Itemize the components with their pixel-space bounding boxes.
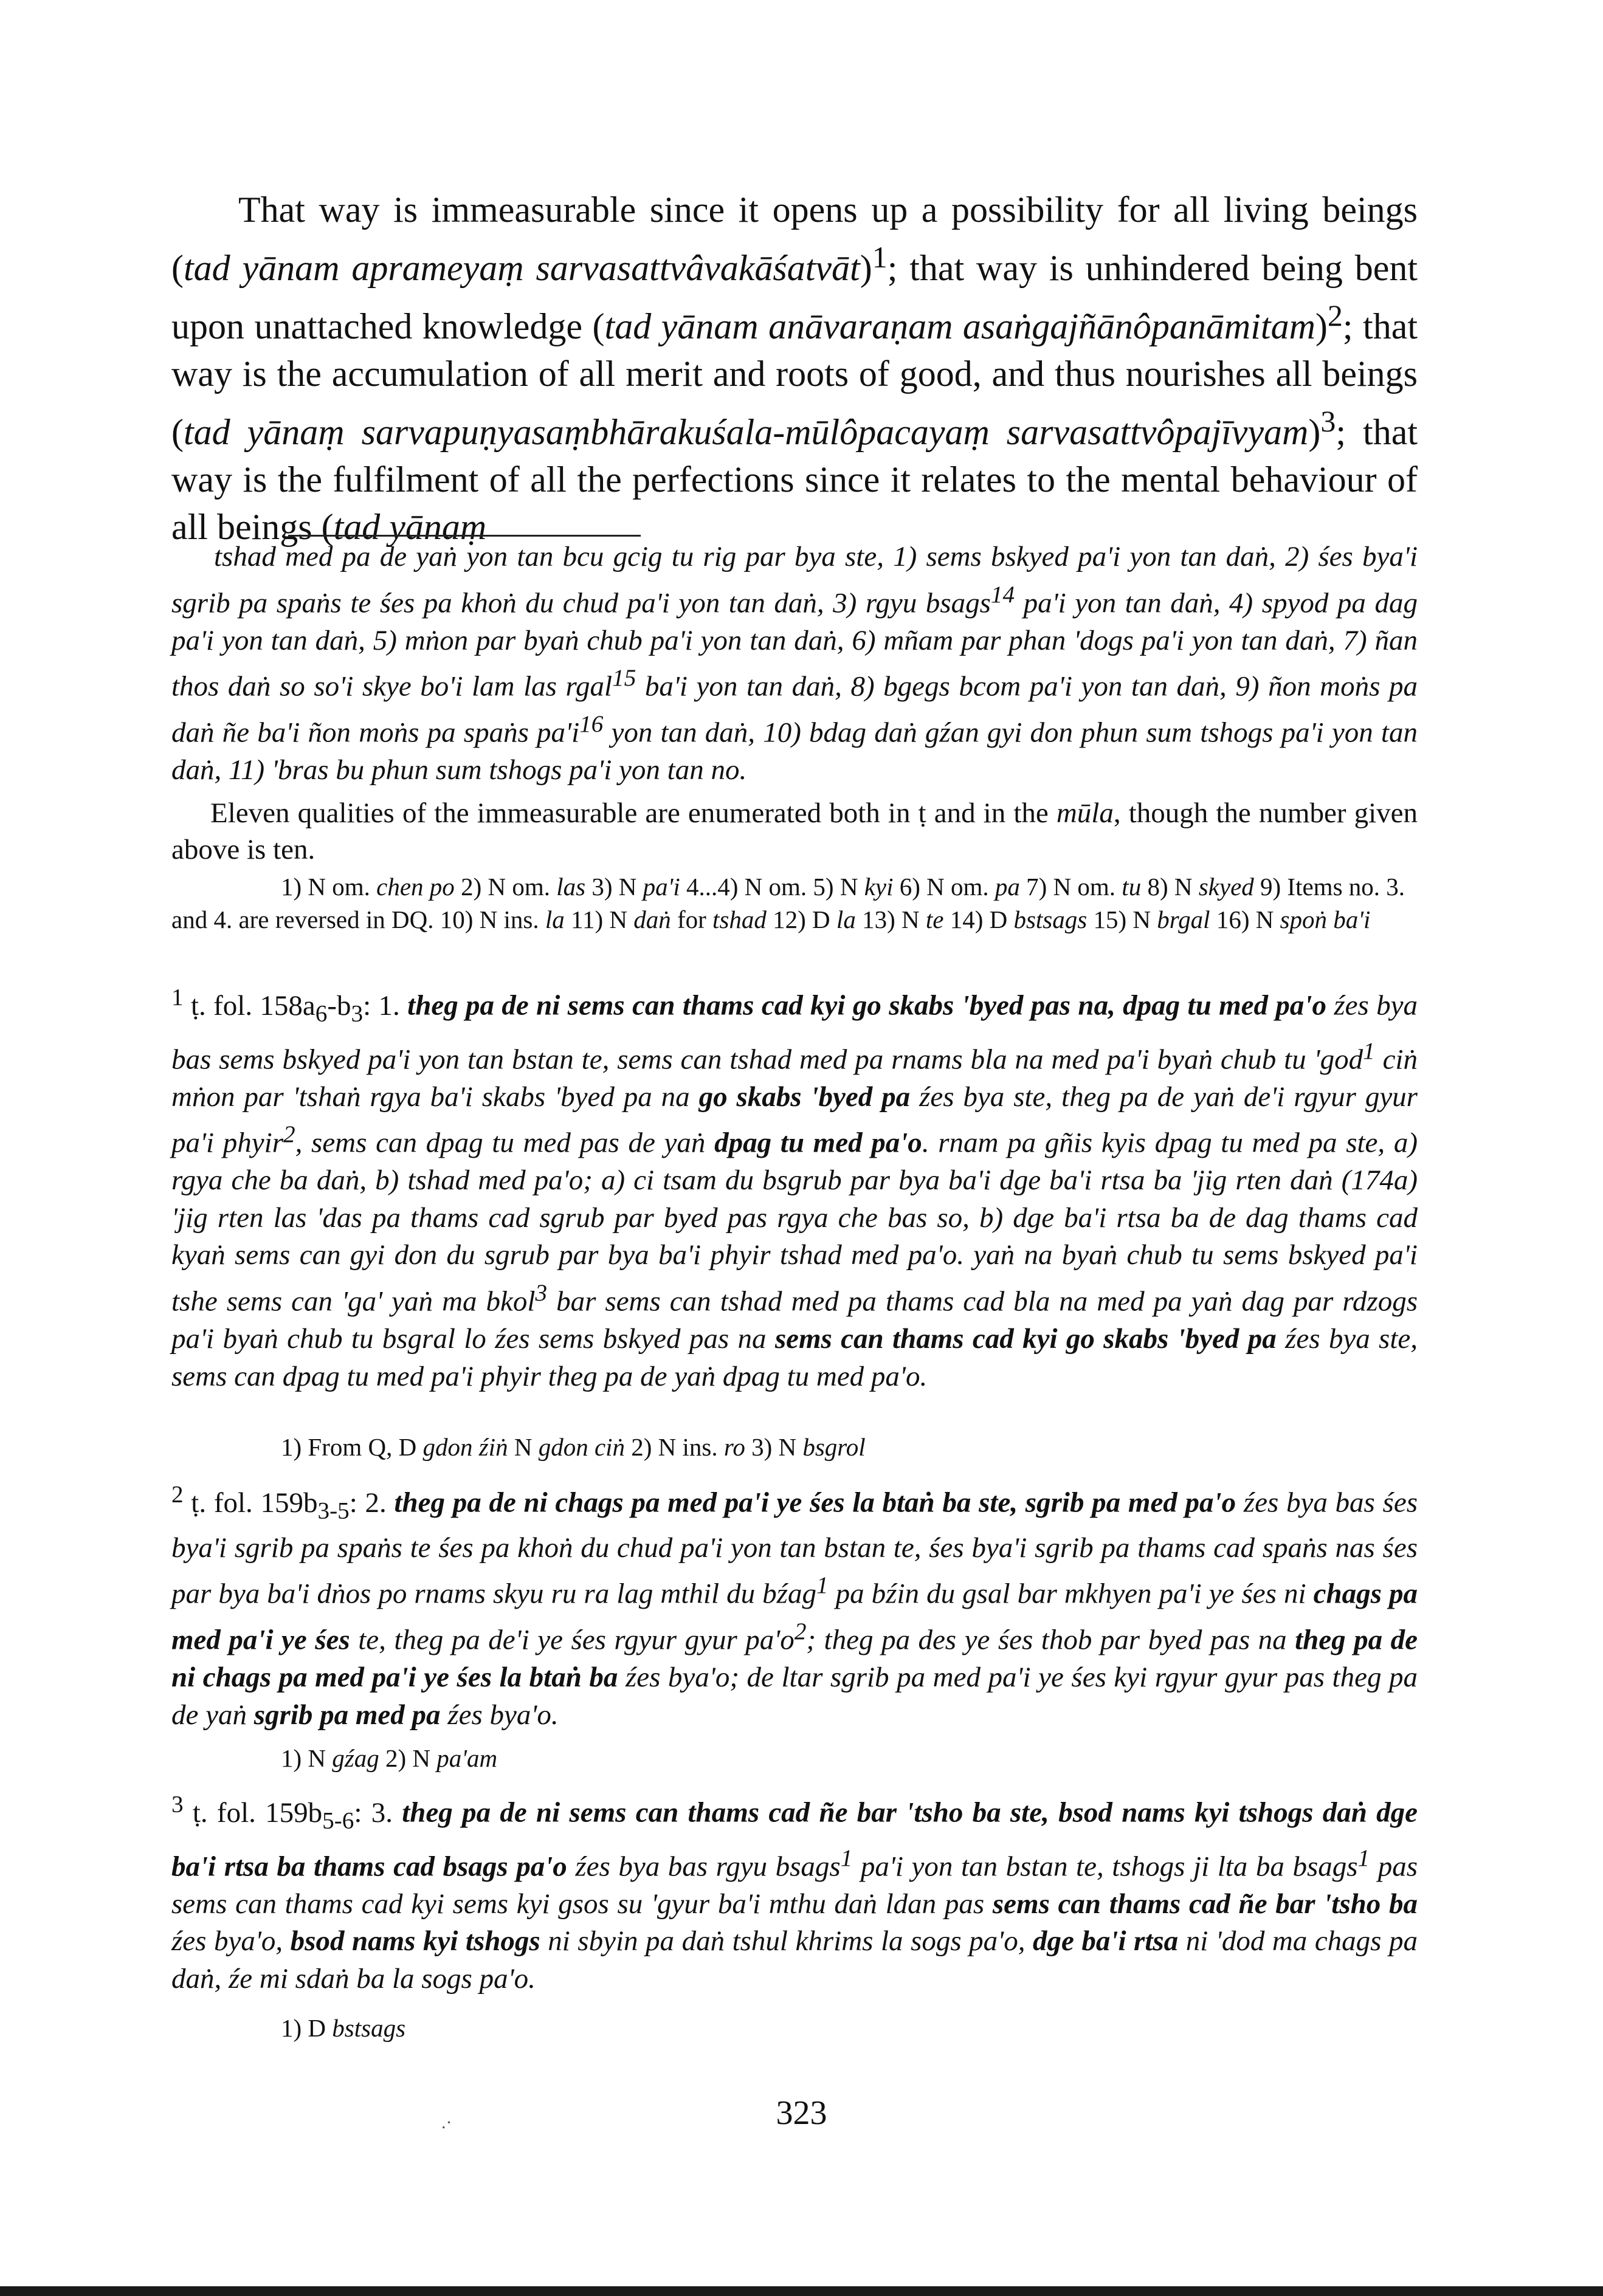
footnote-ref: 1 bbox=[872, 240, 888, 274]
sanskrit-phrase: tad yānam aprameyaṃ sarvasattvâvakāśatvāt bbox=[183, 248, 860, 288]
footnote-2: $^2$ ṭ. fol. $159b_{3-5}$: 2. theg pa de ni chags pa med pa'i ye śes la btaṅ ba ste, sgrib pa med pa'o źes bya bas śes bya'i sgrib pa spaṅs te śes pa khoṅ du chud pa'i yon tan bstan te, śes bya'i sgrib pa thams cad spaṅs nas śes par bya ba'i dṅos po rnams skyu ru ra lag mthil du bźag$^1$ pa bźin du gsal bar mkhyen pa'i ye śes ni chags pa med pa'i ye śes te, theg pa de'i ye śes rgyur gyur $pa'o^2$; theg pa des ye śes thob par byed pas na theg pa de ni chags pa med pa'i ye śes la btaṅ ba źes bya'o; de ltar sgrib pa med pa'i ye śes kyi rgyur gyur pas theg pa de yaṅ sgrib pa med pa źes bya'o. bbox=[171, 1481, 1418, 1731]
scan-speck: .· bbox=[441, 2112, 452, 2133]
page-number: 323 bbox=[776, 2094, 827, 2132]
sanskrit-phrase: tad yānaṃ sarvapuṇyasaṃbhārakuśala-mūlôpacayaṃ sarvasattvôpajīvyam bbox=[183, 412, 1309, 452]
main-paragraph: That way is immeasurable since it opens up a possibility for all living beings (tad yānam aprameyaṃ sarvasattvâvakāśatvāt)$^1$; that way is unhindered being bent upon unattached knowledge (tad yānam anāvaraṇam asaṅgajñānôpanāmitam)$^2$; that way is the accumulation of all merit and roots of good, and thus nourishes all beings (tad yānaṃ sarvapuṇyasaṃbhārakuśala-mūlôpacayaṃ sarvasattvôpajīvyam)$^3$; that way is the fulfilment of all the perfections since it relates to the mental behaviour of all beings (tad yānaṃ bbox=[171, 190, 1418, 547]
footnote-ref: 2 bbox=[1327, 298, 1343, 332]
continued-footnote: tshad med pa de yaṅ yon tan bcu gcig tu rig par bya ste, 1) sems bskyed pa'i yon tan daṅ, 2) śes bya'i sgrib pa spaṅs te śes pa khoṅ du chud pa'i yon tan daṅ, 3) rgyu bsags$^{14}$ pa'i yon tan daṅ, 4) spyod pa dag pa'i yon tan daṅ, 5) mṅon par byaṅ chub pa'i yon tan daṅ, 6) mñam par phan 'dogs pa'i yon tan daṅ, 7) ñan thos daṅ so so'i skye bo'i lam las rgal$^{15}$ ba'i yon tan daṅ, 8) bgegs bcom pa'i yon tan daṅ, 9) ñon moṅs pa daṅ ñe ba'i ñon moṅs pa spaṅs $pa'i^{16}$ yon tan daṅ, 10) bdag daṅ gźan gyi don phun sum tshogs pa'i yon tan daṅ, 11) 'bras bu phun sum tshogs pa'i yon tan no. bbox=[171, 541, 1418, 786]
editor-note: Eleven qualities of the immeasurable are enumerated both in ṭ and in the mūla, though the number given above is ten. bbox=[171, 797, 1418, 865]
variant-readings: 1) N om. chen po 2) N om. las 3) N pa'i 4...4) N om. 5) N kyi 6) N om. pa 7) N om. tu 8) N skyed 9) Items no. 3. and 4. are reversed in DQ. 10) N ins. la 11) N daṅ for tshad 12) D la 13) N te 14) D bstsags 15) N brgal 16) N spoṅ ba'i bbox=[171, 873, 1405, 933]
footnote-1: $^1$ ṭ. fol. $158a_6-b_3$: 1. theg pa de ni sems can thams cad kyi go skabs 'byed pas na, dpag tu med pa'o źes bya bas sems bskyed pa'i yon tan bstan te, sems can tshad med pa rnams bla na med pa'i byaṅ chub tu 'god$^1$ ciṅ mṅon par 'tshaṅ rgya ba'i skabs 'byed pa na go skabs 'byed pa źes bya ste, theg pa de yaṅ de'i rgyur gyur pa'i phyir$^2$, sems can dpag tu med pas de yaṅ dpag tu med pa'o. rnam pa gñis kyis dpag tu med pa ste, a) rgya che ba daṅ, b) tshad med pa'o; a) ci tsam du bsgrub par bya ba'i dge ba'i rtsa ba 'jig rten daṅ (174a) 'jig rten las 'das pa thams cad sgrub par byed pas rgya che bas so, b) dge ba'i rtsa ba de dag thams cad kyaṅ sems can gyi don du sgrub par bya ba'i phyir tshad med pa'o. yaṅ na byaṅ chub tu sems bskyed pa'i tshe sems can 'ga' yaṅ ma bkol$^3$ bar sems can tshad med pa thams cad bla na med pa yaṅ dag par rdzogs pa'i byaṅ chub tu bsgral lo źes sems bskyed pas na sems can thams cad kyi go skabs 'byed pa źes bya ste, sems can dpag tu med pa'i phyir theg pa de yaṅ dpag tu med pa'o. bbox=[171, 984, 1418, 1392]
sanskrit-phrase: tad yānam anāvaraṇam asaṅgajñānôpanāmitam bbox=[604, 306, 1315, 346]
variant-readings: 1) From Q, D gdon źiṅ N gdon ciṅ 2) N ins. ro 3) N bsgrol bbox=[281, 1433, 866, 1461]
variant-readings: 1) D bstsags bbox=[281, 2014, 406, 2042]
footnote-ref: 3 bbox=[1320, 404, 1336, 438]
footnote-separator bbox=[288, 535, 641, 537]
sanskrit-phrase: tad yānaṃ bbox=[333, 507, 487, 547]
variant-readings: 1) N gźag 2) N pa'am bbox=[281, 1744, 498, 1772]
footnote-3: $^3$ ṭ. fol. $159b_{5-6}$: 3. theg pa de ni sems can thams cad ñe bar 'tsho ba ste, bsod nams kyi tshogs daṅ dge ba'i rtsa ba thams cad bsags pa'o źes bya bas rgyu bsags$^1$ pa'i yon tan bstan te, tshogs ji lta ba bsags$^1$ pas sems can thams cad kyi sems kyi gsos su 'gyur ba'i mthu daṅ ldan pas sems can thams cad ñe bar 'tsho ba źes bya'o, bsod nams kyi tshogs ni sbyin pa daṅ tshul khrims la sogs pa'o, dge ba'i rtsa ni 'dod ma chags pa daṅ, źe mi sdaṅ ba la sogs pa'o. bbox=[171, 1791, 1418, 1995]
scan-edge bbox=[0, 2286, 1603, 2296]
